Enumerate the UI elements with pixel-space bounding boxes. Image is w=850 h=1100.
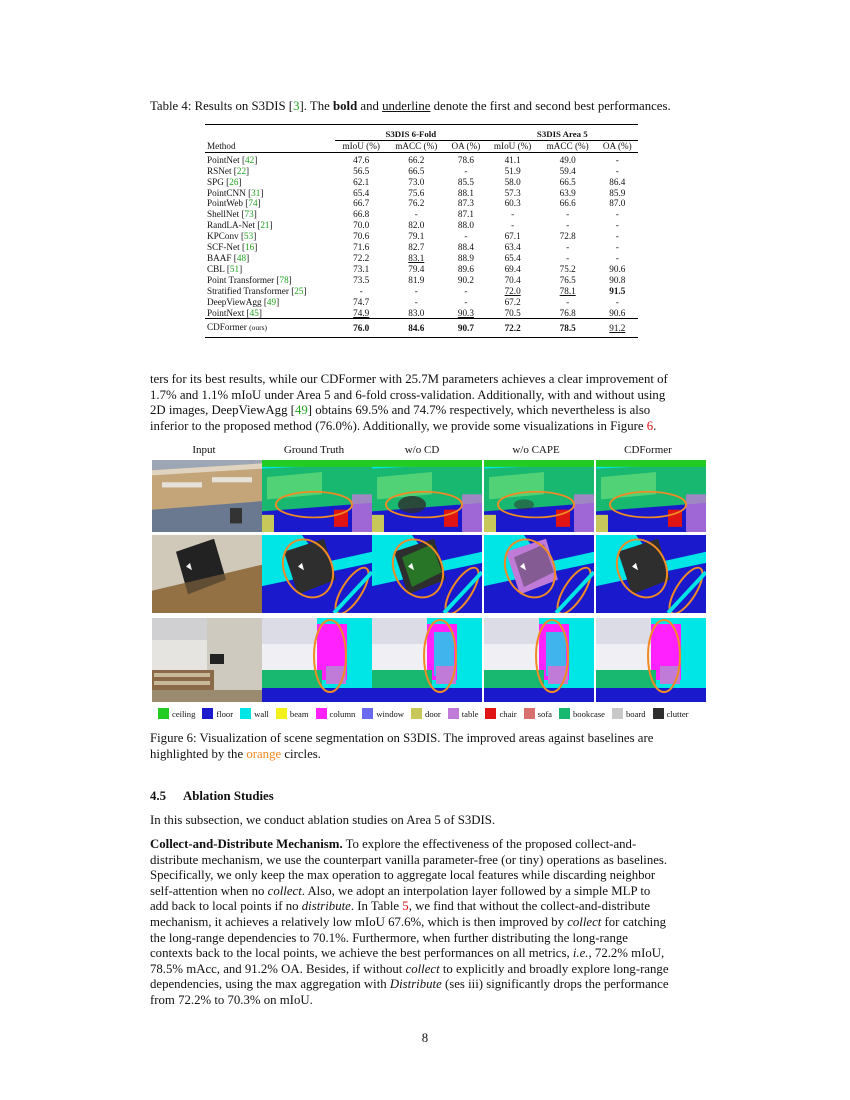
- metric-cell: 63.4: [504, 242, 521, 253]
- metric-cell: 41.1: [504, 154, 521, 165]
- metric-cell: 78.5: [539, 322, 597, 337]
- metric-cell: 81.9: [408, 274, 425, 285]
- metric-cell: 85.5: [457, 176, 474, 187]
- metric-cell: 72.0: [504, 285, 521, 296]
- text-span: ] obtains 69.5% and 74.7% respectively, which nevertheless is also: [307, 403, 651, 418]
- text-span: mechanism, it achieves a relatively low mIoU 67.6%, which is then improved by: [150, 914, 568, 929]
- text-span: , we find that without the collect-and-distribute: [408, 899, 651, 914]
- metric-cell: 83.1: [408, 252, 425, 263]
- citation-link[interactable]: 49: [294, 403, 308, 418]
- metric-cell: 58.0: [504, 176, 521, 187]
- text-line: distribute mechanism, we use the counterpart vanilla parameter-free (or tiny) operations as baselines.: [150, 852, 668, 867]
- metric-cell: 87.0: [609, 198, 626, 209]
- metric-cell: 91.2: [597, 322, 638, 337]
- legend-swatch: [559, 708, 570, 719]
- metric-cell: 70.6: [353, 231, 370, 242]
- metric-cell: 83.0: [408, 307, 425, 318]
- legend-label: chair: [499, 708, 517, 719]
- citation-link[interactable]: 31: [251, 187, 261, 198]
- metric-cell: 82.7: [408, 242, 425, 253]
- text-line: from 72.2% to 70.3% on mIoU.: [150, 992, 313, 1007]
- text-line: [150, 899, 702, 915]
- metric-cell: -: [511, 209, 515, 220]
- metric-cell: 88.9: [457, 252, 474, 263]
- metric-cell: 47.6: [353, 154, 370, 165]
- method-label: ShellNet [: [207, 209, 245, 220]
- bracket: ]: [258, 307, 262, 318]
- segmentation-result: [262, 535, 372, 613]
- metric-cell: 71.6: [353, 242, 370, 253]
- text-span: (ses iii) significantly drops the performance: [441, 977, 669, 992]
- legend-item: [362, 708, 404, 719]
- metric-cell: 82.0: [408, 220, 425, 231]
- method-label: CBL [: [207, 263, 230, 274]
- text-span: self-attention when no: [150, 883, 268, 898]
- legend-label: wall: [254, 708, 269, 719]
- metric-cell: 76.5: [559, 274, 576, 285]
- metric-cell: 74.9: [353, 307, 370, 318]
- column-header-miou: mIoU (%): [493, 140, 532, 151]
- bracket: ]: [253, 209, 257, 220]
- segmentation-result: [596, 460, 706, 532]
- text-line: Specifically, we only keep the max operation to aggregate local features while discarding neighbor: [150, 868, 656, 883]
- metric-cell: 79.1: [408, 231, 425, 242]
- metric-cell: -: [464, 231, 468, 242]
- metric-cell: 51.9: [504, 165, 521, 176]
- segmentation-result: [596, 535, 706, 613]
- segmentation-result: [372, 460, 482, 532]
- legend-swatch: [612, 708, 623, 719]
- bracket: ]: [288, 274, 292, 285]
- metric-cell: 76.0: [335, 322, 387, 337]
- paragraph-lead: Collect-and-Distribute Mechanism.: [150, 837, 343, 851]
- legend-swatch: [362, 708, 373, 719]
- metric-cell: 62.1: [353, 176, 370, 187]
- legend-item: [485, 708, 516, 719]
- text-span: contexts back to the local points, we achieve the best performances on all metrics,: [150, 946, 573, 961]
- metric-cell: 66.2: [408, 154, 425, 165]
- page-number: 8: [421, 1031, 429, 1045]
- text-span: for catching: [601, 914, 666, 929]
- metric-cell: 87.3: [457, 198, 474, 209]
- figure-caption: [150, 730, 710, 762]
- metric-cell: 73.1: [353, 263, 370, 274]
- metric-cell: -: [414, 296, 418, 307]
- citation-link[interactable]: 45: [249, 307, 259, 318]
- legend-label: sofa: [537, 708, 552, 719]
- citation-link[interactable]: 21: [260, 220, 270, 231]
- legend-item: [202, 708, 233, 719]
- text-span: . In Table: [350, 899, 403, 914]
- legend-label: floor: [216, 708, 234, 719]
- text-span: . Also, we adopt an interpolation layer followed by a simple MLP to: [301, 883, 651, 898]
- caption-text: ]. The: [299, 99, 334, 113]
- metric-cell: 56.5: [353, 165, 370, 176]
- segmentation-result: [262, 460, 372, 532]
- metric-cell: 67.1: [504, 231, 521, 242]
- method-label: PointCNN [: [207, 187, 252, 198]
- input-image: [152, 535, 262, 613]
- metric-cell: 49.0: [559, 154, 576, 165]
- metric-cell: 70.5: [504, 307, 521, 318]
- text-italic: collect: [567, 914, 602, 929]
- method-label: BAAF [: [207, 252, 237, 263]
- citation-link[interactable]: 51: [229, 263, 240, 274]
- metric-cell: 76.8: [559, 307, 576, 318]
- text-italic: collect: [405, 961, 440, 976]
- text-italic: distribute: [301, 899, 351, 914]
- caption-text: denote the first and second best performances.: [430, 99, 671, 113]
- legend-item: [411, 708, 441, 719]
- citation-link[interactable]: 26: [229, 176, 239, 187]
- metric-cell: 75.6: [408, 187, 425, 198]
- legend-swatch: [240, 708, 251, 719]
- metric-cell: -: [414, 209, 418, 220]
- metric-cell: 79.4: [408, 263, 425, 274]
- text-span: inferior to the proposed method (76.0%). Additionally, we provide some visualizations in Figure: [150, 418, 647, 433]
- method-label: SPG [: [207, 176, 230, 187]
- legend-item: [612, 708, 646, 719]
- metric-cell: -: [464, 285, 468, 296]
- text-span: To explore the effectiveness of the proposed collect-and-: [342, 837, 637, 851]
- citation-link[interactable]: 22: [236, 165, 247, 176]
- figure-legend: [158, 708, 696, 719]
- metric-cell: 66.5: [408, 165, 425, 176]
- metric-cell: 65.4: [353, 187, 370, 198]
- metric-cell: -: [359, 285, 363, 296]
- section-intro: In this subsection, we conduct ablation studies on Area 5 of S3DIS.: [150, 813, 496, 827]
- figure-column-header: Input: [192, 444, 216, 456]
- metric-cell: -: [615, 220, 619, 231]
- bracket: ]: [238, 176, 242, 187]
- legend-item: [316, 708, 356, 719]
- method-label: Stratified Transformer [: [207, 285, 295, 296]
- text-line: [150, 884, 702, 900]
- metric-cell: 76.2: [408, 198, 425, 209]
- figure-link[interactable]: 6: [646, 418, 654, 433]
- text-line: [150, 962, 702, 978]
- figure-column-header: w/o CAPE: [512, 444, 560, 456]
- metric-cell: -: [464, 165, 468, 176]
- metric-cell: -: [615, 242, 619, 253]
- segmentation-result: [596, 618, 706, 702]
- metric-cell: 72.2: [353, 252, 370, 263]
- metric-cell: 72.8: [559, 231, 576, 242]
- legend-label: board: [625, 708, 646, 719]
- metric-cell: 78.6: [457, 154, 474, 165]
- bracket: ]: [254, 154, 258, 165]
- segmentation-result: [484, 460, 594, 532]
- legend-item: [559, 708, 605, 719]
- bracket: ]: [246, 165, 250, 176]
- metric-cell: 63.9: [559, 187, 576, 198]
- legend-label: ceiling: [172, 708, 196, 719]
- text-line: [150, 946, 702, 962]
- caption-text: and: [357, 99, 383, 113]
- citation-link[interactable]: 16: [245, 242, 255, 253]
- metric-cell: 60.3: [504, 198, 521, 209]
- segmentation-result: [484, 618, 594, 702]
- citation-link[interactable]: 74: [248, 198, 258, 209]
- metric-cell: -: [566, 209, 570, 220]
- caption-orange-word: orange: [246, 747, 282, 761]
- section-title: Ablation Studies: [183, 789, 274, 803]
- legend-swatch: [411, 708, 422, 719]
- bracket: ]: [257, 198, 261, 209]
- legend-item: [524, 708, 552, 719]
- metric-cell: 73.5: [353, 274, 370, 285]
- bracket: ]: [303, 285, 307, 296]
- text-span: dependencies, using the max aggregation with: [150, 977, 390, 992]
- text-span: to explicitly and broadly explore long-range: [439, 961, 669, 976]
- segmentation-result: [484, 535, 594, 613]
- metric-cell: 90.3: [457, 307, 474, 318]
- metric-cell: -: [615, 296, 619, 307]
- metric-cell: 69.4: [504, 263, 521, 274]
- metric-cell: -: [615, 154, 619, 165]
- metric-cell: 72.2: [487, 322, 539, 337]
- metric-cell: 70.4: [504, 274, 521, 285]
- bracket: ]: [246, 252, 250, 263]
- citation-link[interactable]: 49: [266, 296, 277, 307]
- caption-text: Table 4: Results on S3DIS [: [150, 99, 294, 113]
- section-number: 4.5: [150, 789, 166, 803]
- legend-label: clutter: [666, 708, 689, 719]
- column-header-macc: mACC (%): [395, 140, 438, 151]
- legend-label: beam: [289, 708, 309, 719]
- paragraph-ablation: [150, 837, 702, 1009]
- bracket: ]: [260, 187, 264, 198]
- caption-text: highlighted by the: [150, 747, 247, 761]
- figure-column-header: Ground Truth: [283, 444, 345, 456]
- legend-swatch: [485, 708, 496, 719]
- metric-cell: 88.0: [457, 220, 474, 231]
- metric-cell: 59.4: [559, 165, 576, 176]
- bracket: ]: [239, 263, 243, 274]
- legend-item: [240, 708, 269, 719]
- method-label: PointWeb [: [207, 198, 249, 209]
- metric-cell: -: [615, 231, 619, 242]
- text-line: [150, 977, 702, 993]
- method-label: KPConv [: [207, 231, 245, 242]
- text-span: add back to local points if no: [150, 899, 302, 914]
- metric-cell: 90.7: [445, 322, 486, 337]
- text-italic: i.e.: [572, 946, 589, 961]
- metric-cell: 91.5: [609, 285, 626, 296]
- metric-cell: 85.9: [609, 187, 626, 198]
- legend-item: [653, 708, 689, 719]
- bracket: ]: [269, 220, 273, 231]
- caption-bold-word: bold: [333, 99, 358, 113]
- metric-cell: 78.1: [559, 285, 576, 296]
- bracket: ]: [276, 296, 280, 307]
- caption-underline-word: underline: [382, 99, 431, 113]
- metric-cell: 66.8: [353, 209, 370, 220]
- input-image: [152, 618, 262, 702]
- legend-item: [448, 708, 479, 719]
- input-image: [152, 460, 262, 532]
- legend-swatch: [202, 708, 213, 719]
- section-heading: [150, 789, 274, 804]
- metric-cell: 87.1: [457, 209, 474, 220]
- citation-link[interactable]: 42: [245, 154, 255, 165]
- text-span: 78.5% mAcc, and 91.2% OA. Besides, if without: [150, 961, 406, 976]
- metric-cell: 84.6: [387, 322, 445, 337]
- column-header-method: Method: [207, 140, 236, 151]
- table-link[interactable]: 5: [402, 899, 409, 914]
- citation-link[interactable]: 25: [294, 285, 304, 296]
- text-italic: collect: [267, 883, 302, 898]
- group-header-6fold: S3DIS 6-Fold: [335, 125, 486, 141]
- column-header-miou: mIoU (%): [342, 140, 380, 151]
- metric-cell: -: [566, 252, 570, 263]
- caption-text: circles.: [281, 747, 321, 761]
- segmentation-result: [372, 618, 482, 702]
- metric-cell: 66.5: [559, 176, 576, 187]
- method-label: RandLA-Net [: [207, 220, 261, 231]
- metric-cell: -: [511, 220, 515, 231]
- text-span: 2D images, DeepViewAgg [: [150, 403, 295, 418]
- metric-cell: 74.7: [353, 296, 370, 307]
- metric-cell: -: [414, 285, 418, 296]
- metric-cell: 90.2: [457, 274, 474, 285]
- legend-label: bookcase: [573, 708, 605, 719]
- metric-cell: -: [566, 242, 570, 253]
- legend-item: [158, 708, 195, 719]
- caption-line: [150, 746, 710, 762]
- text-line: ters for its best results, while our CDFormer with 25.7M parameters achieves a clear improvement of: [150, 372, 668, 386]
- legend-swatch: [316, 708, 327, 719]
- method-label: PointNext [: [207, 307, 250, 318]
- metric-cell: -: [615, 209, 619, 220]
- text-span: , 72.2% mIoU,: [588, 946, 665, 961]
- legend-swatch: [524, 708, 535, 719]
- column-header-oa: OA (%): [451, 140, 481, 151]
- bracket: ]: [253, 231, 257, 242]
- metric-cell: 90.6: [609, 263, 626, 274]
- metric-cell: 75.2: [559, 263, 576, 274]
- method-label: RSNet [: [207, 165, 237, 176]
- citation-link[interactable]: 78: [279, 274, 289, 285]
- metric-cell: 57.3: [504, 187, 521, 198]
- method-label: PointNet [: [207, 154, 246, 165]
- legend-swatch: [276, 708, 287, 719]
- method-label: SCF-Net [: [207, 242, 246, 253]
- legend-swatch: [158, 708, 169, 719]
- text-line: [150, 915, 702, 931]
- legend-label: door: [425, 708, 441, 719]
- metric-cell: 70.0: [353, 220, 370, 231]
- group-header-area5: S3DIS Area 5: [487, 125, 638, 141]
- citation-link[interactable]: 53: [244, 231, 254, 242]
- metric-cell: 90.8: [609, 274, 626, 285]
- segmentation-result: [262, 618, 372, 702]
- metric-cell: 86.4: [609, 176, 626, 187]
- citation-link[interactable]: 48: [236, 252, 247, 263]
- legend-swatch: [448, 708, 459, 719]
- segmentation-result: [372, 535, 482, 613]
- method-label: DeepViewAgg [: [207, 296, 267, 307]
- legend-item: [276, 708, 309, 719]
- metric-cell: -: [566, 296, 570, 307]
- metric-cell: 67.2: [504, 296, 521, 307]
- column-header-oa: OA (%): [602, 140, 632, 151]
- text-line: 1.7% and 1.1% mIoU under Area 5 and 6-fold cross-validation. Additionally, with and without using: [150, 387, 666, 402]
- column-header-macc: mACC (%): [546, 140, 589, 151]
- text-span: .: [653, 418, 657, 433]
- caption-line: Figure 6: Visualization of scene segmentation on S3DIS. The improved areas against baselines are: [150, 731, 654, 745]
- method-label: CDFormer: [207, 322, 250, 333]
- metric-cell: 88.4: [457, 242, 474, 253]
- legend-label: column: [329, 708, 356, 719]
- method-label: Point Transformer [: [207, 274, 280, 285]
- text-line: [150, 837, 702, 853]
- metric-cell: 89.6: [457, 263, 474, 274]
- metric-cell: 66.6: [559, 198, 576, 209]
- metric-cell: 66.7: [353, 198, 370, 209]
- text-italic: Distribute: [389, 977, 442, 992]
- metric-cell: 65.4: [504, 252, 521, 263]
- metric-cell: -: [615, 252, 619, 263]
- metric-cell: -: [566, 220, 570, 231]
- metric-cell: 73.0: [408, 176, 425, 187]
- legend-label: window: [376, 708, 405, 719]
- legend-label: table: [461, 708, 479, 719]
- ours-tag: (ours): [249, 323, 268, 333]
- text-line: the long-range dependencies to 70.1%. Furthermore, when further distributing the long-range: [150, 930, 628, 945]
- metric-cell: 88.1: [457, 187, 474, 198]
- figure-column-header: w/o CD: [404, 444, 440, 456]
- bracket: ]: [254, 242, 258, 253]
- citation-link[interactable]: 73: [244, 209, 254, 220]
- metric-cell: -: [615, 165, 619, 176]
- metric-cell: 90.6: [609, 307, 626, 318]
- legend-swatch: [653, 708, 664, 719]
- metric-cell: -: [464, 296, 468, 307]
- figure-column-header: CDFormer: [624, 444, 672, 456]
- citation-link[interactable]: 3: [293, 99, 300, 113]
